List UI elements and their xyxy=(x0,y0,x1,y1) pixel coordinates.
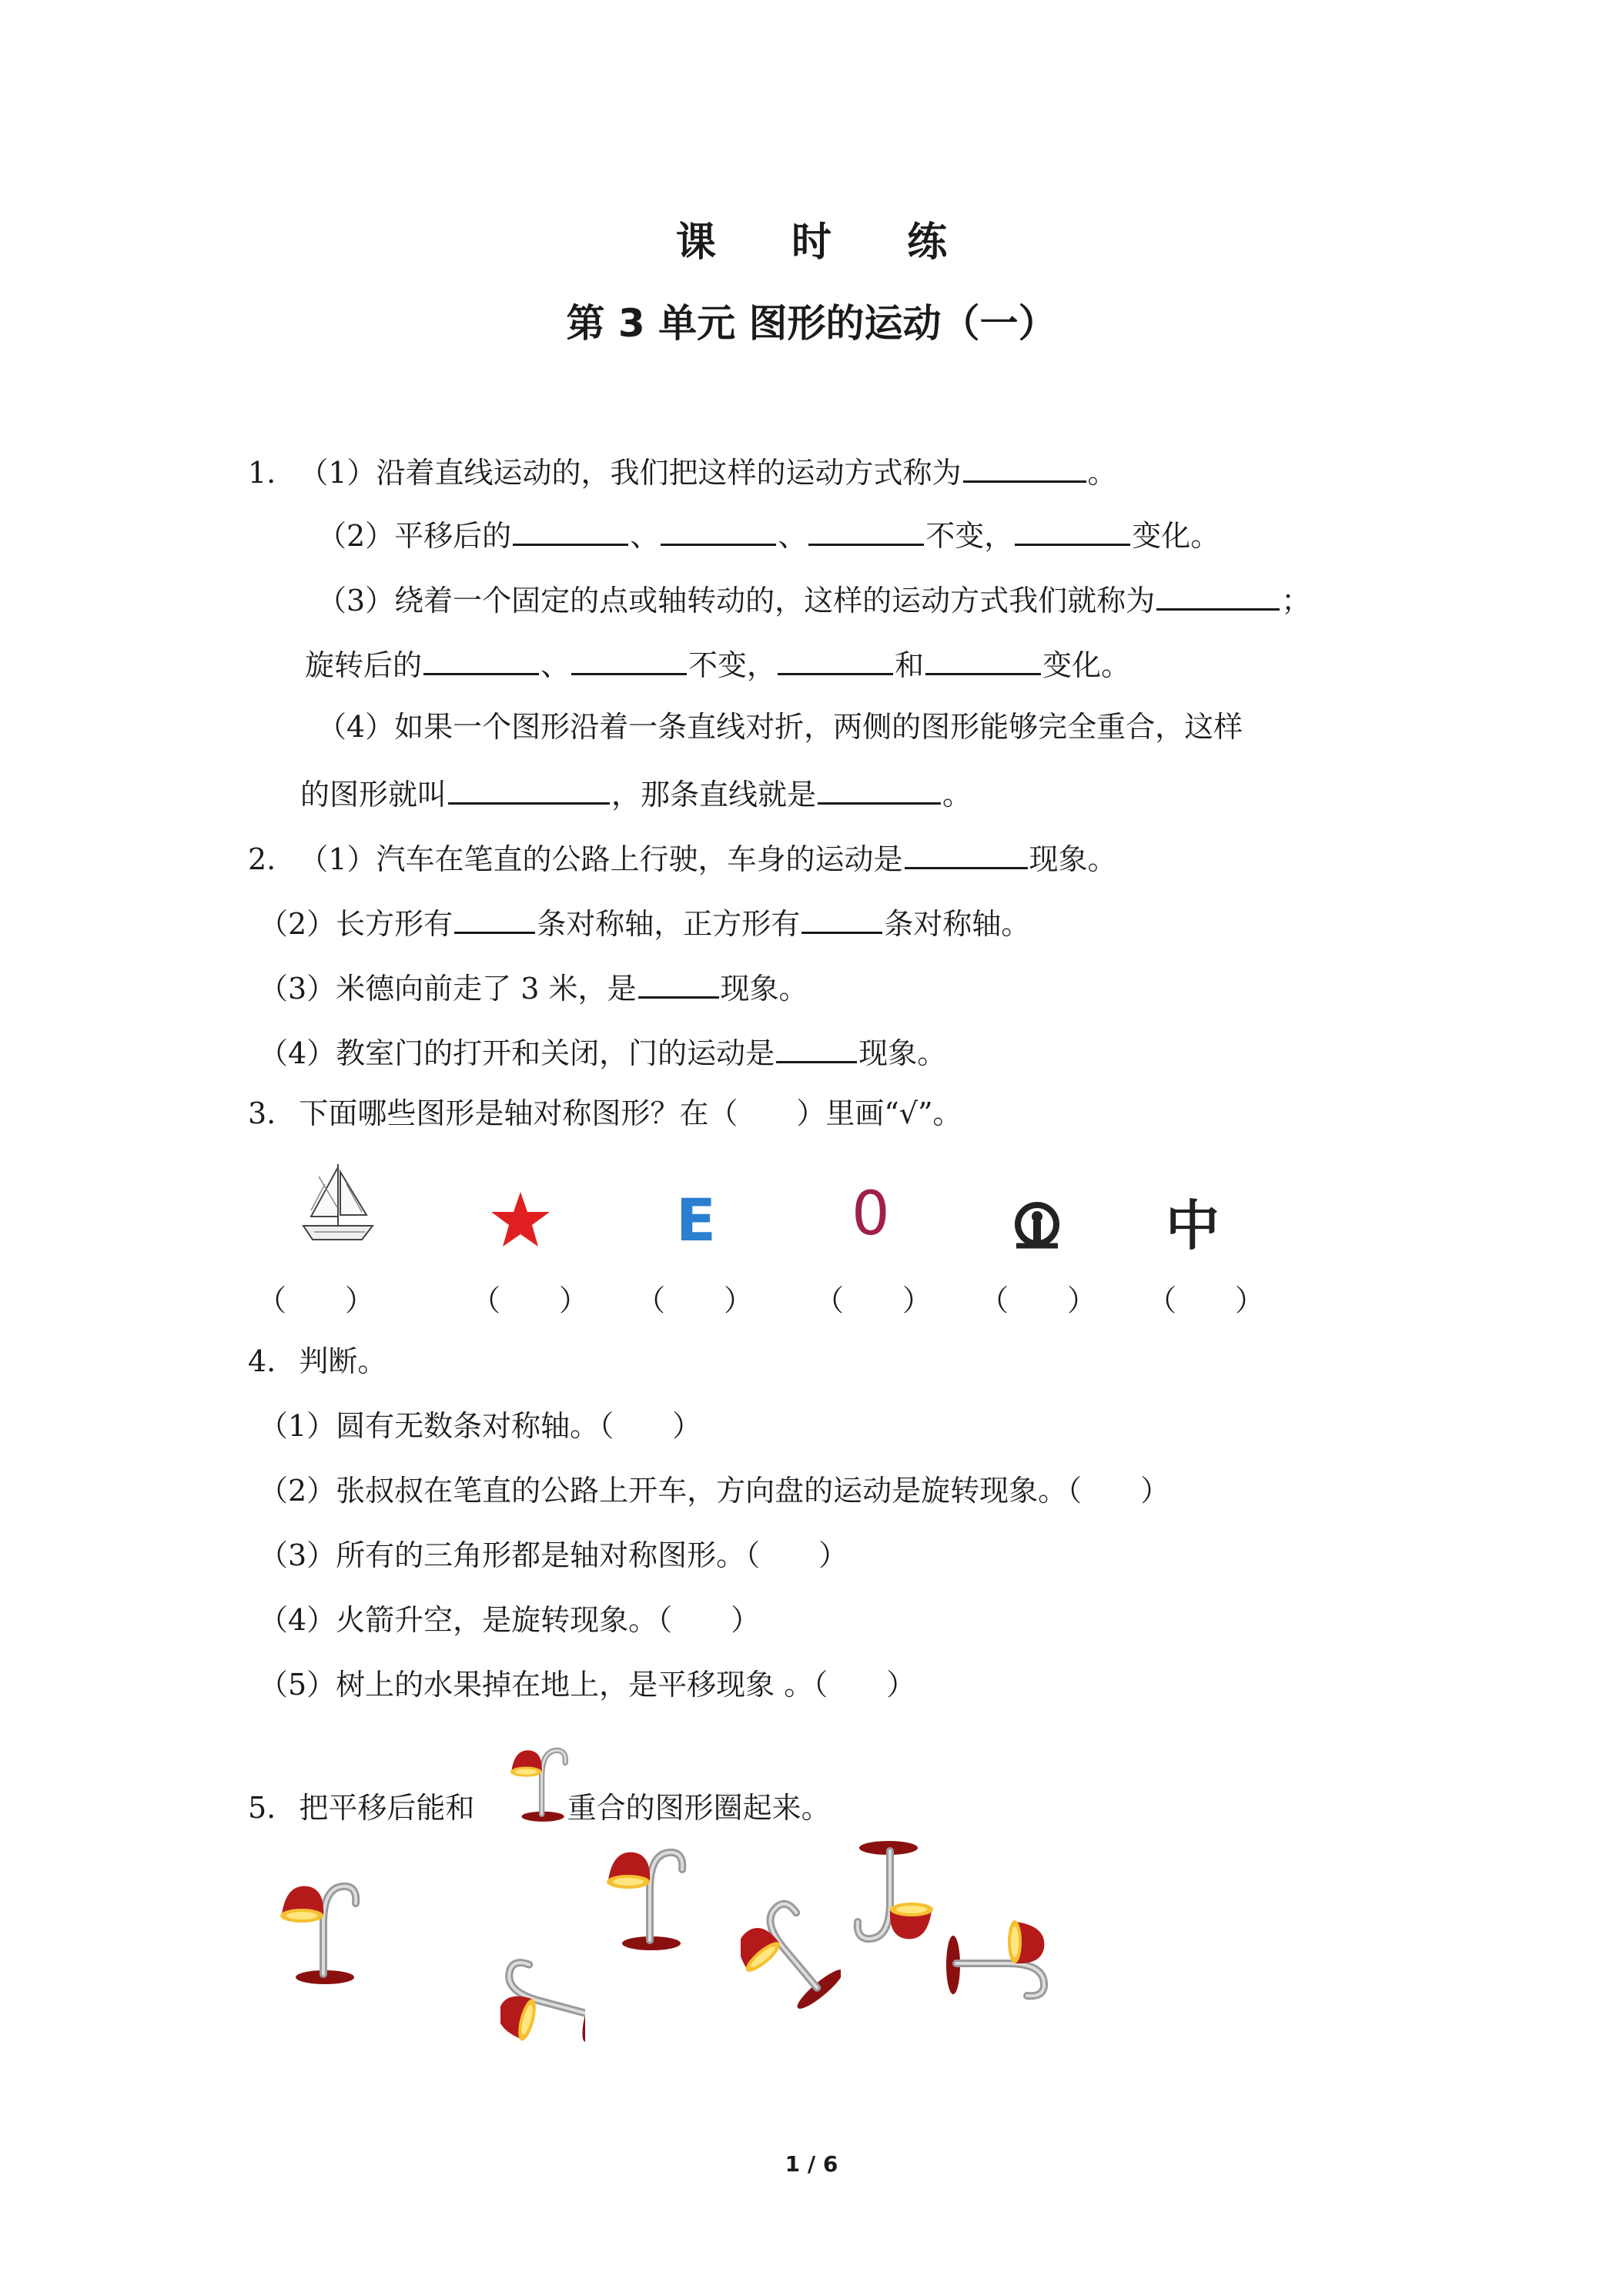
lamp-option-4[interactable] xyxy=(741,1894,841,2010)
q2-p4-end: 现象。 xyxy=(858,1036,947,1070)
q4-number: 4. xyxy=(248,1344,276,1378)
railway-logo-icon xyxy=(1010,1201,1064,1252)
q2-p1-text: （1）汽车在笔直的公路上行驶，车身的运动是 xyxy=(299,842,903,876)
star-icon xyxy=(490,1190,551,1249)
q1-p2-blank-2[interactable] xyxy=(661,513,776,546)
q1-line-5 xyxy=(317,707,1243,750)
q1-line-1 xyxy=(248,450,1117,493)
q1-p3-blank-2[interactable] xyxy=(423,642,539,675)
q2-p3-end: 现象。 xyxy=(720,972,808,1006)
q1-p3-end: ； xyxy=(1281,584,1311,618)
q4-item-3: （3）所有的三角形都是轴对称图形。（ ） xyxy=(259,1538,848,1572)
q2-line-2 xyxy=(259,901,1030,944)
q2-p1-blank[interactable] xyxy=(905,836,1028,869)
q2-p2-blank-1[interactable] xyxy=(454,901,535,934)
q4-text: 判断。 xyxy=(299,1344,387,1378)
page-number: 1 / 6 xyxy=(785,2151,838,2177)
unit-subtitle: 第 3 单元 图形的运动（一） xyxy=(566,301,1057,346)
q2-p2-end: 条对称轴。 xyxy=(884,907,1031,941)
letter-e: E xyxy=(676,1186,716,1254)
q2-line-3 xyxy=(259,966,808,1009)
q3-answer-2[interactable]: （ ） xyxy=(471,1284,589,1317)
q1-p2-text: （2）平移后的 xyxy=(317,519,512,553)
q3-text: 下面哪些图形是轴对称图形？在（ ）里画“√”。 xyxy=(299,1096,962,1130)
q1-p2-blank-4[interactable] xyxy=(1015,513,1130,546)
digit-zero: 0 xyxy=(852,1180,890,1249)
character-zhong: 中 xyxy=(1166,1194,1220,1257)
q2-p3-blank[interactable] xyxy=(638,966,719,999)
q1-p2-mid: 不变， xyxy=(925,519,1014,553)
q1-p3-blank-4[interactable] xyxy=(778,642,893,675)
lamp-option-3[interactable] xyxy=(500,1948,585,2063)
q1-p2-blank-3[interactable] xyxy=(808,513,924,546)
q2-p4-blank[interactable] xyxy=(776,1030,857,1063)
q2-p2-text: （2）长方形有 xyxy=(259,907,453,941)
q1-p3-and: 和 xyxy=(895,648,925,682)
q1-p4-end: 。 xyxy=(942,778,972,812)
lamp-option-2[interactable] xyxy=(604,1836,688,1951)
q2-p1-end: 现象。 xyxy=(1029,842,1117,876)
q5-text-b: 重合的图形圈起来。 xyxy=(567,1791,831,1825)
q3-answer-6[interactable]: （ ） xyxy=(1147,1284,1265,1317)
lamp-option-1[interactable] xyxy=(277,1869,362,1985)
q1-p3-text-2: 旋转后的 xyxy=(305,648,423,682)
q4-item-1: （1）圆有无数条对称轴。（ ） xyxy=(259,1409,702,1443)
q1-p3-text: （3）绕着一个固定的点或轴转动的，这样的运动方式我们就称为 xyxy=(317,584,1156,618)
q3-line xyxy=(248,1093,962,1136)
q1-p4-blank-2[interactable] xyxy=(818,771,941,805)
lamp-option-6[interactable] xyxy=(945,1909,1061,2010)
q1-p2-end: 变化。 xyxy=(1132,519,1220,553)
q4-line xyxy=(248,1341,387,1384)
q1-line-6 xyxy=(300,771,972,815)
lamp-option-5[interactable] xyxy=(852,1840,936,1956)
q1-p3-end-2: 变化。 xyxy=(1042,648,1131,682)
q1-p3-mid: 不变， xyxy=(688,648,777,682)
q1-p3-blank-3[interactable] xyxy=(571,642,687,675)
q3-answer-4[interactable]: （ ） xyxy=(815,1284,932,1317)
q1-p3-sep: 、 xyxy=(540,648,571,682)
q1-line-3 xyxy=(317,577,1310,621)
reference-lamp-icon xyxy=(508,1737,570,1823)
q2-line-4 xyxy=(259,1030,946,1073)
q2-p2-blank-2[interactable] xyxy=(801,901,882,934)
q1-p3-blank-5[interactable] xyxy=(925,642,1041,675)
page-title: 课 时 练 xyxy=(675,219,979,266)
q2-p2-mid: 条对称轴，正方形有 xyxy=(537,907,801,941)
q3-answer-1[interactable]: （ ） xyxy=(257,1284,375,1317)
q1-p3-blank-1[interactable] xyxy=(1156,577,1280,611)
q1-line-2 xyxy=(317,513,1220,556)
q1-p4-text-2: 的图形就叫 xyxy=(300,778,447,812)
q1-p4-mid: ，那条直线就是 xyxy=(611,778,817,812)
q1-number: 1. xyxy=(248,456,276,490)
q4-item-4: （4）火箭升空，是旋转现象。（ ） xyxy=(259,1603,761,1637)
q3-number: 3. xyxy=(248,1096,276,1130)
q1-p2-sep-2: 、 xyxy=(778,519,808,553)
q5-text-a: 把平移后能和 xyxy=(299,1791,475,1825)
sailboat-icon xyxy=(296,1161,380,1247)
q1-p1-blank[interactable] xyxy=(963,450,1086,483)
q2-line-1 xyxy=(248,836,1117,879)
q1-p1-end: 。 xyxy=(1087,456,1117,490)
q1-p4-text: （4）如果一个图形沿着一条直线对折，两侧的图形能够完全重合，这样 xyxy=(317,710,1243,744)
q4-item-5: （5）树上的水果掉在地上，是平移现象 。（ ） xyxy=(259,1668,916,1702)
q5-number: 5. xyxy=(248,1791,276,1825)
q1-line-4 xyxy=(305,642,1130,685)
q3-answer-5[interactable]: （ ） xyxy=(979,1284,1097,1317)
q2-p3-text: （3）米德向前走了 3 米，是 xyxy=(259,972,637,1006)
q3-answer-3[interactable]: （ ） xyxy=(636,1284,754,1317)
q1-p2-sep-1: 、 xyxy=(630,519,660,553)
q2-p4-text: （4）教室门的打开和关闭，门的运动是 xyxy=(259,1036,775,1070)
q2-number: 2. xyxy=(248,842,276,876)
q1-p2-blank-1[interactable] xyxy=(513,513,628,546)
q1-p4-blank-1[interactable] xyxy=(448,771,610,805)
q4-item-2: （2）张叔叔在笔直的公路上开车，方向盘的运动是旋转现象。（ ） xyxy=(259,1474,1170,1508)
q1-p1-text: （1）沿着直线运动的，我们把这样的运动方式称为 xyxy=(299,456,962,490)
